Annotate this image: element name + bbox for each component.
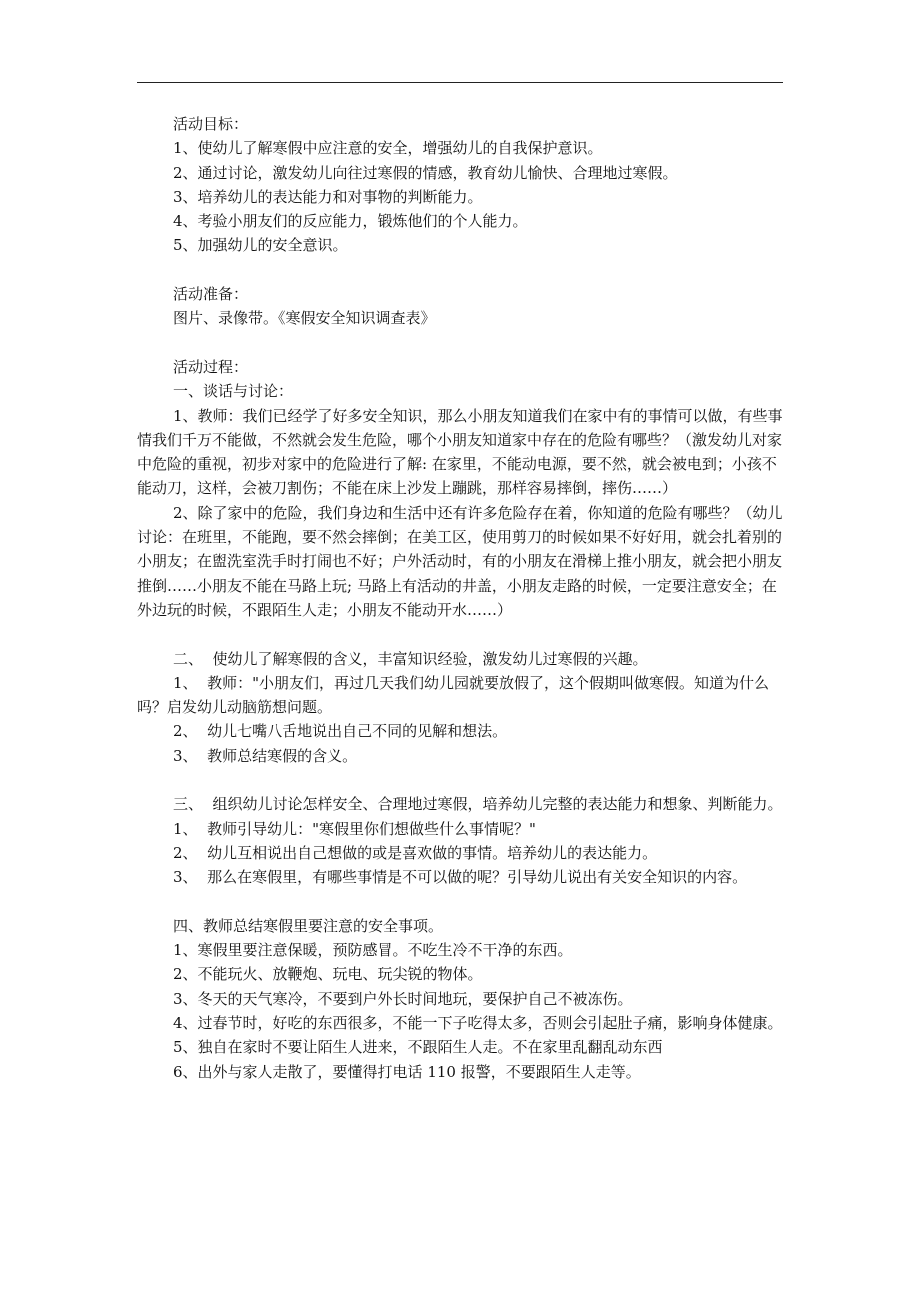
paragraph: 二、 使幼儿了解寒假的含义，丰富知识经验，激发幼儿过寒假的兴趣。 — [173, 649, 648, 668]
paragraph: 2、除了家中的危险，我们身边和生活中还有许多危险存在着，你知道的危险有哪些？（幼儿讨论：在班里，不能跑，要不然会摔倒；在美工区，使用剪刀的时候如果不好好用，就会扎着别的小朋友；在盥洗室洗手时打闹也不好；户外活动时，有的小朋友在滑梯上推小朋友，就会把小朋友推倒……小朋友不能在马路上玩; 马路上有活动的井盖，小朋友走路的时候，一定要注意安全；在外边玩的时候，不跟陌生人走；小朋友不能动开水……） — [137, 503, 783, 619]
paragraph: 5、加强幼儿的安全意识。 — [173, 236, 348, 255]
paragraph: 2、 幼儿互相说出自己想做的或是喜欢做的事情。培养幼儿的表达能力。 — [173, 843, 658, 862]
paragraph-gap — [137, 622, 787, 646]
paragraph-gap — [137, 768, 787, 792]
paragraph: 1、教师：我们已经学了好多安全知识，那么小朋友知道我们在家中有的事情可以做，有些事情我们千万不能做，不然就会发生危险，哪个小朋友知道家中存在的危险有哪些？（激发幼儿对家中危险的重视，初步对家中的危险进行了解: 在家里，不能动电源，要不然，就会被电到；小孩不能动刀，这样，会被刀割伤；不能在床上沙发上蹦跳，那样容易摔倒，摔伤……） — [137, 406, 783, 498]
paragraph: 5、独自在家时不要让陌生人进来，不跟陌生人走。不在家里乱翻乱动东西 — [173, 1038, 663, 1057]
paragraph: 一、谈话与讨论： — [173, 382, 294, 401]
paragraph-gap — [137, 890, 787, 914]
paragraph: 活动目标： — [173, 115, 249, 133]
paragraph: 4、考验小朋友们的反应能力，锻炼他们的个人能力。 — [173, 212, 528, 231]
paragraph: 活动准备： — [173, 285, 249, 304]
paragraph: 三、 组织幼儿讨论怎样安全、合理地过寒假，培养幼儿完整的表达能力和想象、判断能力。 — [173, 795, 783, 814]
paragraph: 4、过春节时，好吃的东西很多，不能一下子吃得太多，否则会引起肚子痛，影响身体健康。 — [173, 1013, 783, 1032]
paragraph-gap — [137, 258, 787, 282]
paragraph: 2、不能玩火、放鞭炮、玩电、玩尖锐的物体。 — [173, 965, 483, 984]
paragraph: 3、 那么在寒假里，有哪些事情是不可以做的呢？引导幼儿说出有关安全知识的内容。 — [173, 868, 748, 887]
paragraph: 图片、录像带。《寒假安全知识调查表》 — [173, 309, 436, 328]
paragraph: 2、通过讨论，激发幼儿向往过寒假的情感，教育幼儿愉快、合理地过寒假。 — [173, 163, 678, 182]
paragraph: 3、冬天的天气寒冷，不要到户外长时间地玩，要保护自己不被冻伤。 — [173, 989, 633, 1008]
paragraph: 活动过程： — [173, 357, 249, 376]
paragraph: 1、寒假里要注意保暖，预防感冒。不吃生冷不干净的东西。 — [173, 941, 573, 960]
paragraph: 1、 教师引导幼儿："寒假里你们想做些什么事情呢？" — [173, 819, 536, 838]
document-body — [137, 112, 787, 1084]
paragraph: 四、教师总结寒假里要注意的安全事项。 — [173, 916, 444, 935]
paragraph: 2、 幼儿七嘴八舌地说出自己不同的见解和想法。 — [173, 722, 508, 741]
paragraph: 1、 教师："小朋友们，再过几天我们幼儿园就要放假了，这个假期叫做寒假。知道为什么吗？启发幼儿动脑筋想问题。 — [137, 673, 769, 717]
header-rule — [137, 82, 783, 83]
paragraph: 3、 教师总结寒假的含义。 — [173, 746, 358, 765]
paragraph: 3、培养幼儿的表达能力和对事物的判断能力。 — [173, 187, 483, 206]
paragraph: 6、出外与家人走散了，要懂得打电话 110 报警，不要跟陌生人走等。 — [173, 1062, 641, 1081]
paragraph-gap — [137, 331, 787, 355]
paragraph: 1、使幼儿了解寒假中应注意的安全，增强幼儿的自我保护意识。 — [173, 139, 603, 158]
